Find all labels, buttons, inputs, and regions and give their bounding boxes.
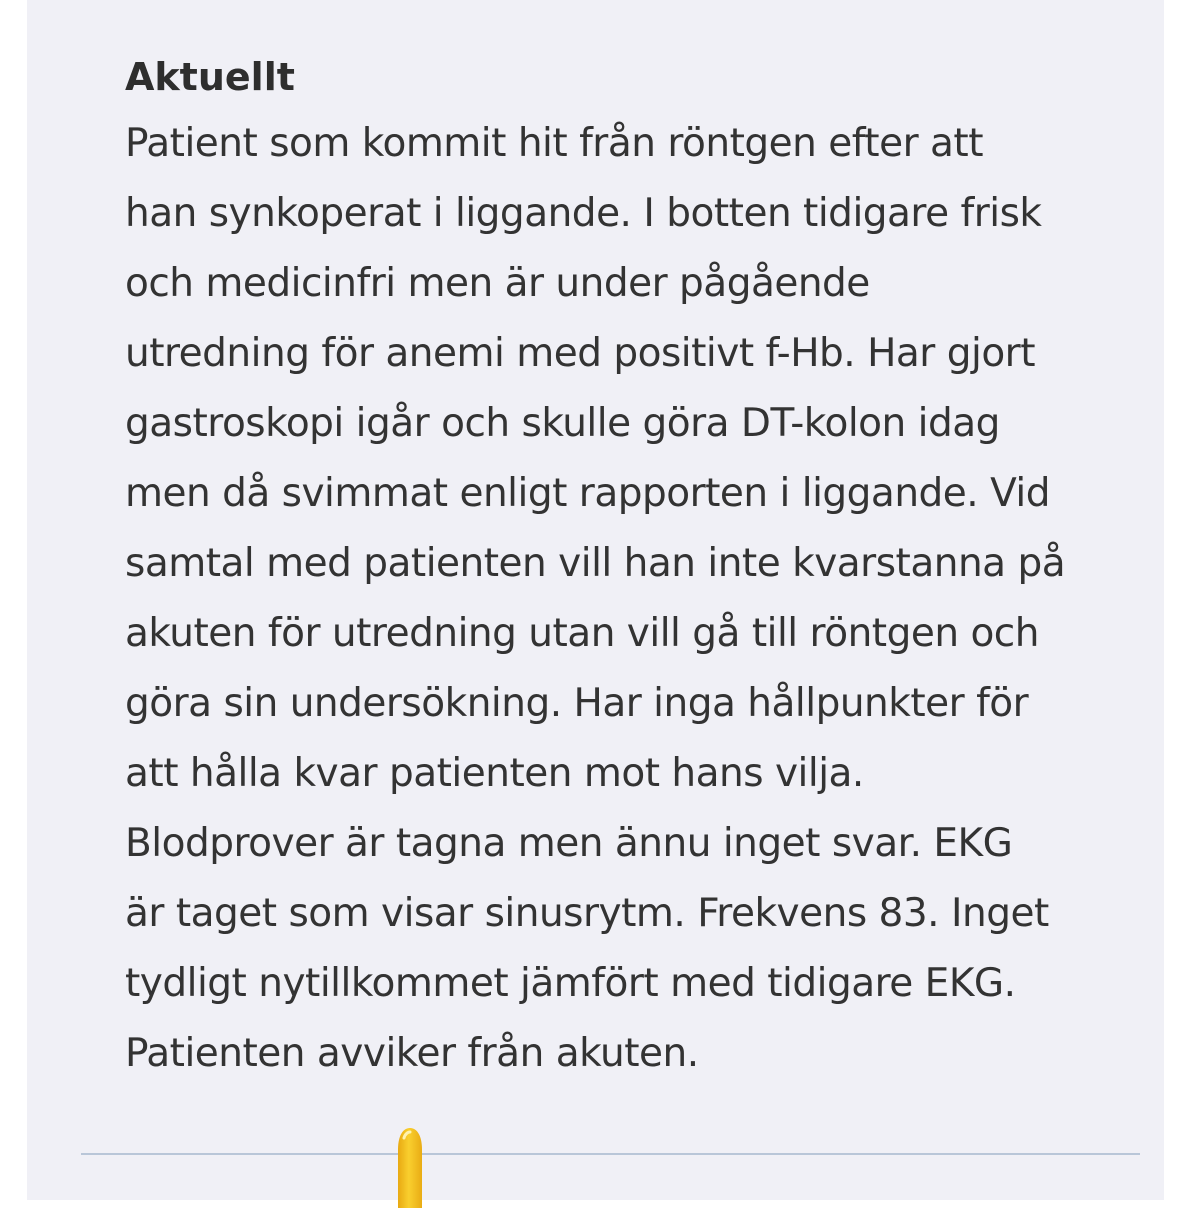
note-line: göra sin undersökning. Har inga hållpunkter för — [125, 681, 1029, 726]
note-line: utredning för anemi med positivt f-Hb. Har gjort — [125, 331, 1036, 376]
section-divider — [81, 1153, 1140, 1155]
note-body — [125, 109, 1125, 1089]
section-heading: Aktuellt — [125, 55, 295, 99]
note-line: är taget som visar sinusrytm. Frekvens 83. Inget — [125, 891, 1049, 936]
note-line: han synkoperat i liggande. I botten tidigare frisk — [125, 191, 1042, 236]
note-line: och medicinfri men är under pågående — [125, 261, 870, 306]
note-line: tydligt nytillkommet jämfört med tidigare EKG. — [125, 961, 1016, 1006]
note-line: Patienten avviker från akuten. — [125, 1031, 699, 1076]
note-line: akuten för utredning utan vill gå till röntgen och — [125, 611, 1039, 656]
note-line: samtal med patienten vill han inte kvarstanna på — [125, 541, 1066, 586]
thumbs-up-emoji-icon — [388, 1128, 432, 1208]
note-line: Blodprover är tagna men ännu inget svar. EKG — [125, 821, 1013, 866]
note-line: men då svimmat enligt rapporten i liggande. Vid — [125, 471, 1051, 516]
note-section — [125, 52, 1125, 1089]
journal-note-panel — [27, 0, 1164, 1200]
note-line: att hålla kvar patienten mot hans vilja. — [125, 751, 864, 796]
note-line: Patient som kommit hit från röntgen efter att — [125, 121, 983, 166]
note-line: gastroskopi igår och skulle göra DT-kolon idag — [125, 401, 1000, 446]
